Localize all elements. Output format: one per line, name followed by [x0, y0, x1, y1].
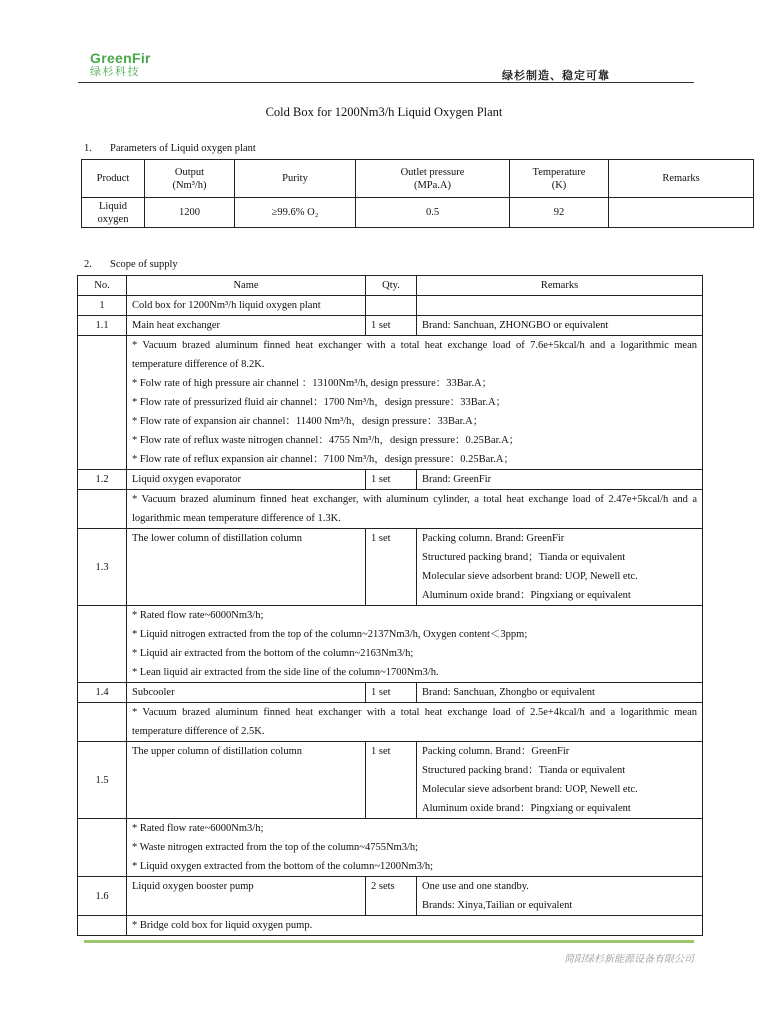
scope-item-name: Liquid oxygen evaporator [127, 470, 366, 490]
scope-description-line: * Bridge cold box for liquid oxygen pump. [132, 920, 313, 931]
scope-item-remarks [417, 316, 703, 336]
scope-item-no: 1.3 [78, 529, 127, 606]
param-product: Liquid oxygen [82, 198, 145, 228]
scope-description [127, 819, 703, 877]
scope-item-no: 1.1 [78, 316, 127, 336]
scope-description-row [78, 606, 703, 683]
scope-remark-line: Brands: Xinya,Tailian or equivalent [422, 900, 573, 911]
scope-description-line: * Flow rate of expansion air channel：11400 Nm³/h，design pressure：33Bar.A； [132, 416, 484, 427]
footer-divider [84, 940, 694, 943]
scope-item-row [78, 742, 703, 819]
scope-description [127, 606, 703, 683]
scope-item-qty: 1 set [366, 529, 417, 606]
scope-item-remarks [417, 683, 703, 703]
scope-remark-line: Packing column. Brand: GreenFir [422, 533, 565, 544]
param-pressure: 0.5 [356, 198, 510, 228]
logo-text-en: GreenFir [90, 50, 151, 66]
scope-item-row [78, 683, 703, 703]
scope-item-remarks [417, 742, 703, 819]
scope-description-row [78, 336, 703, 470]
scope-description-line: * Flow rate of reflux waste nitrogen channel：4755 Nm³/h，design pressure：0.25Bar.A； [132, 435, 520, 446]
scope-description-line: * Liquid air extracted from the bottom of the column~2163Nm3/h; [132, 648, 414, 659]
section-1-number: 1. [84, 143, 92, 154]
scope-remark-line: Structured packing brand：Tianda or equivalent [422, 765, 626, 776]
scope-remark-line: Molecular sieve adsorbent brand: UOP, Newell etc. [422, 784, 638, 795]
scope-desc-spacer [78, 819, 127, 877]
scope-item-remarks [417, 877, 703, 916]
scope-desc-spacer [78, 606, 127, 683]
param-col-product: Product [82, 160, 145, 198]
header-slogan: 绿杉制造、稳定可靠 [502, 69, 610, 82]
header-divider [78, 82, 694, 83]
scope-item-row [78, 529, 703, 606]
scope-item-row [78, 877, 703, 916]
scope-item-no: 1.2 [78, 470, 127, 490]
scope-item-no: 1.4 [78, 683, 127, 703]
scope-description-line: * Vacuum brazed aluminum finned heat exchanger with a total heat exchange load of 2.5e+4kcal/h and a logarithmic mean temperature difference of 2.5K. [132, 707, 697, 737]
scope-description-line: * Waste nitrogen extracted from the top of the column~4755Nm3/h; [132, 842, 419, 853]
scope-item-qty: 1 set [366, 742, 417, 819]
scope-remark-line: Aluminum oxide brand：Pingxiang or equivalent [422, 803, 631, 814]
scope-description-line: * Liquid oxygen extracted from the bottom of the column~1200Nm3/h; [132, 861, 434, 872]
scope-item-name: Liquid oxygen booster pump [127, 877, 366, 916]
section-1-title: Parameters of Liquid oxygen plant [110, 143, 256, 154]
param-temperature: 92 [510, 198, 609, 228]
scope-remark-line: Brand: Sanchuan, ZHONGBO or equivalent [422, 320, 609, 331]
scope-item-no: 1 [78, 296, 127, 316]
scope-description-line: * Vacuum brazed aluminum finned heat exchanger, with aluminum cylinder, a total heat exchange load of 2.47e+5kcal/h and a logarithmic mean temperature difference of 1.3K. [132, 494, 697, 524]
scope-description [127, 336, 703, 470]
scope-description [127, 916, 703, 936]
scope-remark-line: Structured packing brand；Tianda or equivalent [422, 552, 626, 563]
scope-item-qty: 1 set [366, 683, 417, 703]
scope-item-qty: 2 sets [366, 877, 417, 916]
scope-description-row [78, 703, 703, 742]
param-col-purity: Purity [235, 160, 356, 198]
scope-item-row [78, 296, 703, 316]
scope-description-row [78, 819, 703, 877]
scope-description [127, 703, 703, 742]
scope-remark-line: Molecular sieve adsorbent brand: UOP, Newell etc. [422, 571, 638, 582]
scope-description-line: * Flow rate of pressurized fluid air channel：1700 Nm³/h，design pressure：33Bar.A； [132, 397, 507, 408]
scope-remark-line: Brand: Sanchuan, Zhongbo or equivalent [422, 687, 595, 698]
param-output: 1200 [145, 198, 235, 228]
scope-item-name: Main heat exchanger [127, 316, 366, 336]
parameters-data-row [82, 198, 754, 228]
scope-description-line: * Flow rate of reflux expansion air channel：7100 Nm³/h，design pressure：0.25Bar.A； [132, 454, 514, 465]
scope-of-supply-table [77, 275, 703, 936]
scope-item-remarks [417, 529, 703, 606]
scope-col-name: Name [127, 276, 366, 296]
scope-description-line: * Rated flow rate~6000Nm3/h; [132, 610, 264, 621]
scope-item-name: The upper column of distillation column [127, 742, 366, 819]
scope-description-line: * Liquid nitrogen extracted from the top of the column~2137Nm3/h, Oxygen content＜3ppm; [132, 629, 528, 640]
logo-text-cn: 绿杉科技 [90, 65, 140, 78]
scope-desc-spacer [78, 916, 127, 936]
scope-remark-line: Packing column. Brand：GreenFir [422, 746, 570, 757]
scope-item-qty [366, 296, 417, 316]
scope-col-remarks: Remarks [417, 276, 703, 296]
param-col-output-text: Output (Nm³/h) [172, 166, 207, 191]
scope-description-line: * Folw rate of high pressure air channel ：13100Nm³/h, design pressure：33Bar.A； [132, 378, 493, 389]
section-2-number: 2. [84, 259, 92, 270]
scope-col-no: No. [78, 276, 127, 296]
scope-desc-spacer [78, 490, 127, 529]
scope-remark-line: Aluminum oxide brand：Pingxiang or equivalent [422, 590, 631, 601]
param-remarks [609, 198, 754, 228]
scope-item-name: Subcooler [127, 683, 366, 703]
scope-description-line: * Lean liquid air extracted from the side line of the column~1700Nm3/h. [132, 667, 439, 678]
scope-item-row [78, 316, 703, 336]
scope-item-qty: 1 set [366, 470, 417, 490]
section-2-title: Scope of supply [110, 259, 178, 270]
scope-description-row [78, 490, 703, 529]
param-purity: ≥99.6% O₂ [235, 198, 356, 228]
parameters-header-row [82, 160, 754, 198]
scope-desc-spacer [78, 336, 127, 470]
scope-col-qty: Qty. [366, 276, 417, 296]
scope-description-row [78, 916, 703, 936]
section-2-heading [84, 259, 178, 270]
scope-item-remarks [417, 470, 703, 490]
param-col-pressure: Outlet pressure (MPa.A) [356, 160, 510, 198]
param-col-output [145, 160, 235, 198]
company-logo [90, 51, 151, 78]
scope-table-body [78, 276, 703, 936]
section-1-heading [84, 143, 256, 154]
scope-description [127, 490, 703, 529]
param-col-temperature: Temperature (K) [510, 160, 609, 198]
scope-item-row [78, 470, 703, 490]
scope-item-name: Cold box for 1200Nm³/h liquid oxygen plant [127, 296, 366, 316]
scope-header-row [78, 276, 703, 296]
document-title: Cold Box for 1200Nm3/h Liquid Oxygen Plant [265, 105, 503, 119]
scope-description-line: * Rated flow rate~6000Nm3/h; [132, 823, 264, 834]
param-col-remarks: Remarks [609, 160, 754, 198]
parameters-table [81, 159, 754, 228]
scope-item-remarks [417, 296, 703, 316]
scope-description-line: * Vacuum brazed aluminum finned heat exchanger with a total heat exchange load of 7.6e+5kcal/h and a logarithmic mean temperature difference of 8.2K. [132, 340, 697, 370]
scope-desc-spacer [78, 703, 127, 742]
scope-item-no: 1.6 [78, 877, 127, 916]
footer-company-name: 简阳绿杉新能源设备有限公司 [564, 954, 694, 965]
scope-item-qty: 1 set [366, 316, 417, 336]
scope-remark-line: Brand: GreenFir [422, 474, 492, 485]
scope-item-no: 1.5 [78, 742, 127, 819]
scope-remark-line: One use and one standby. [422, 881, 529, 892]
scope-item-name: The lower column of distillation column [127, 529, 366, 606]
